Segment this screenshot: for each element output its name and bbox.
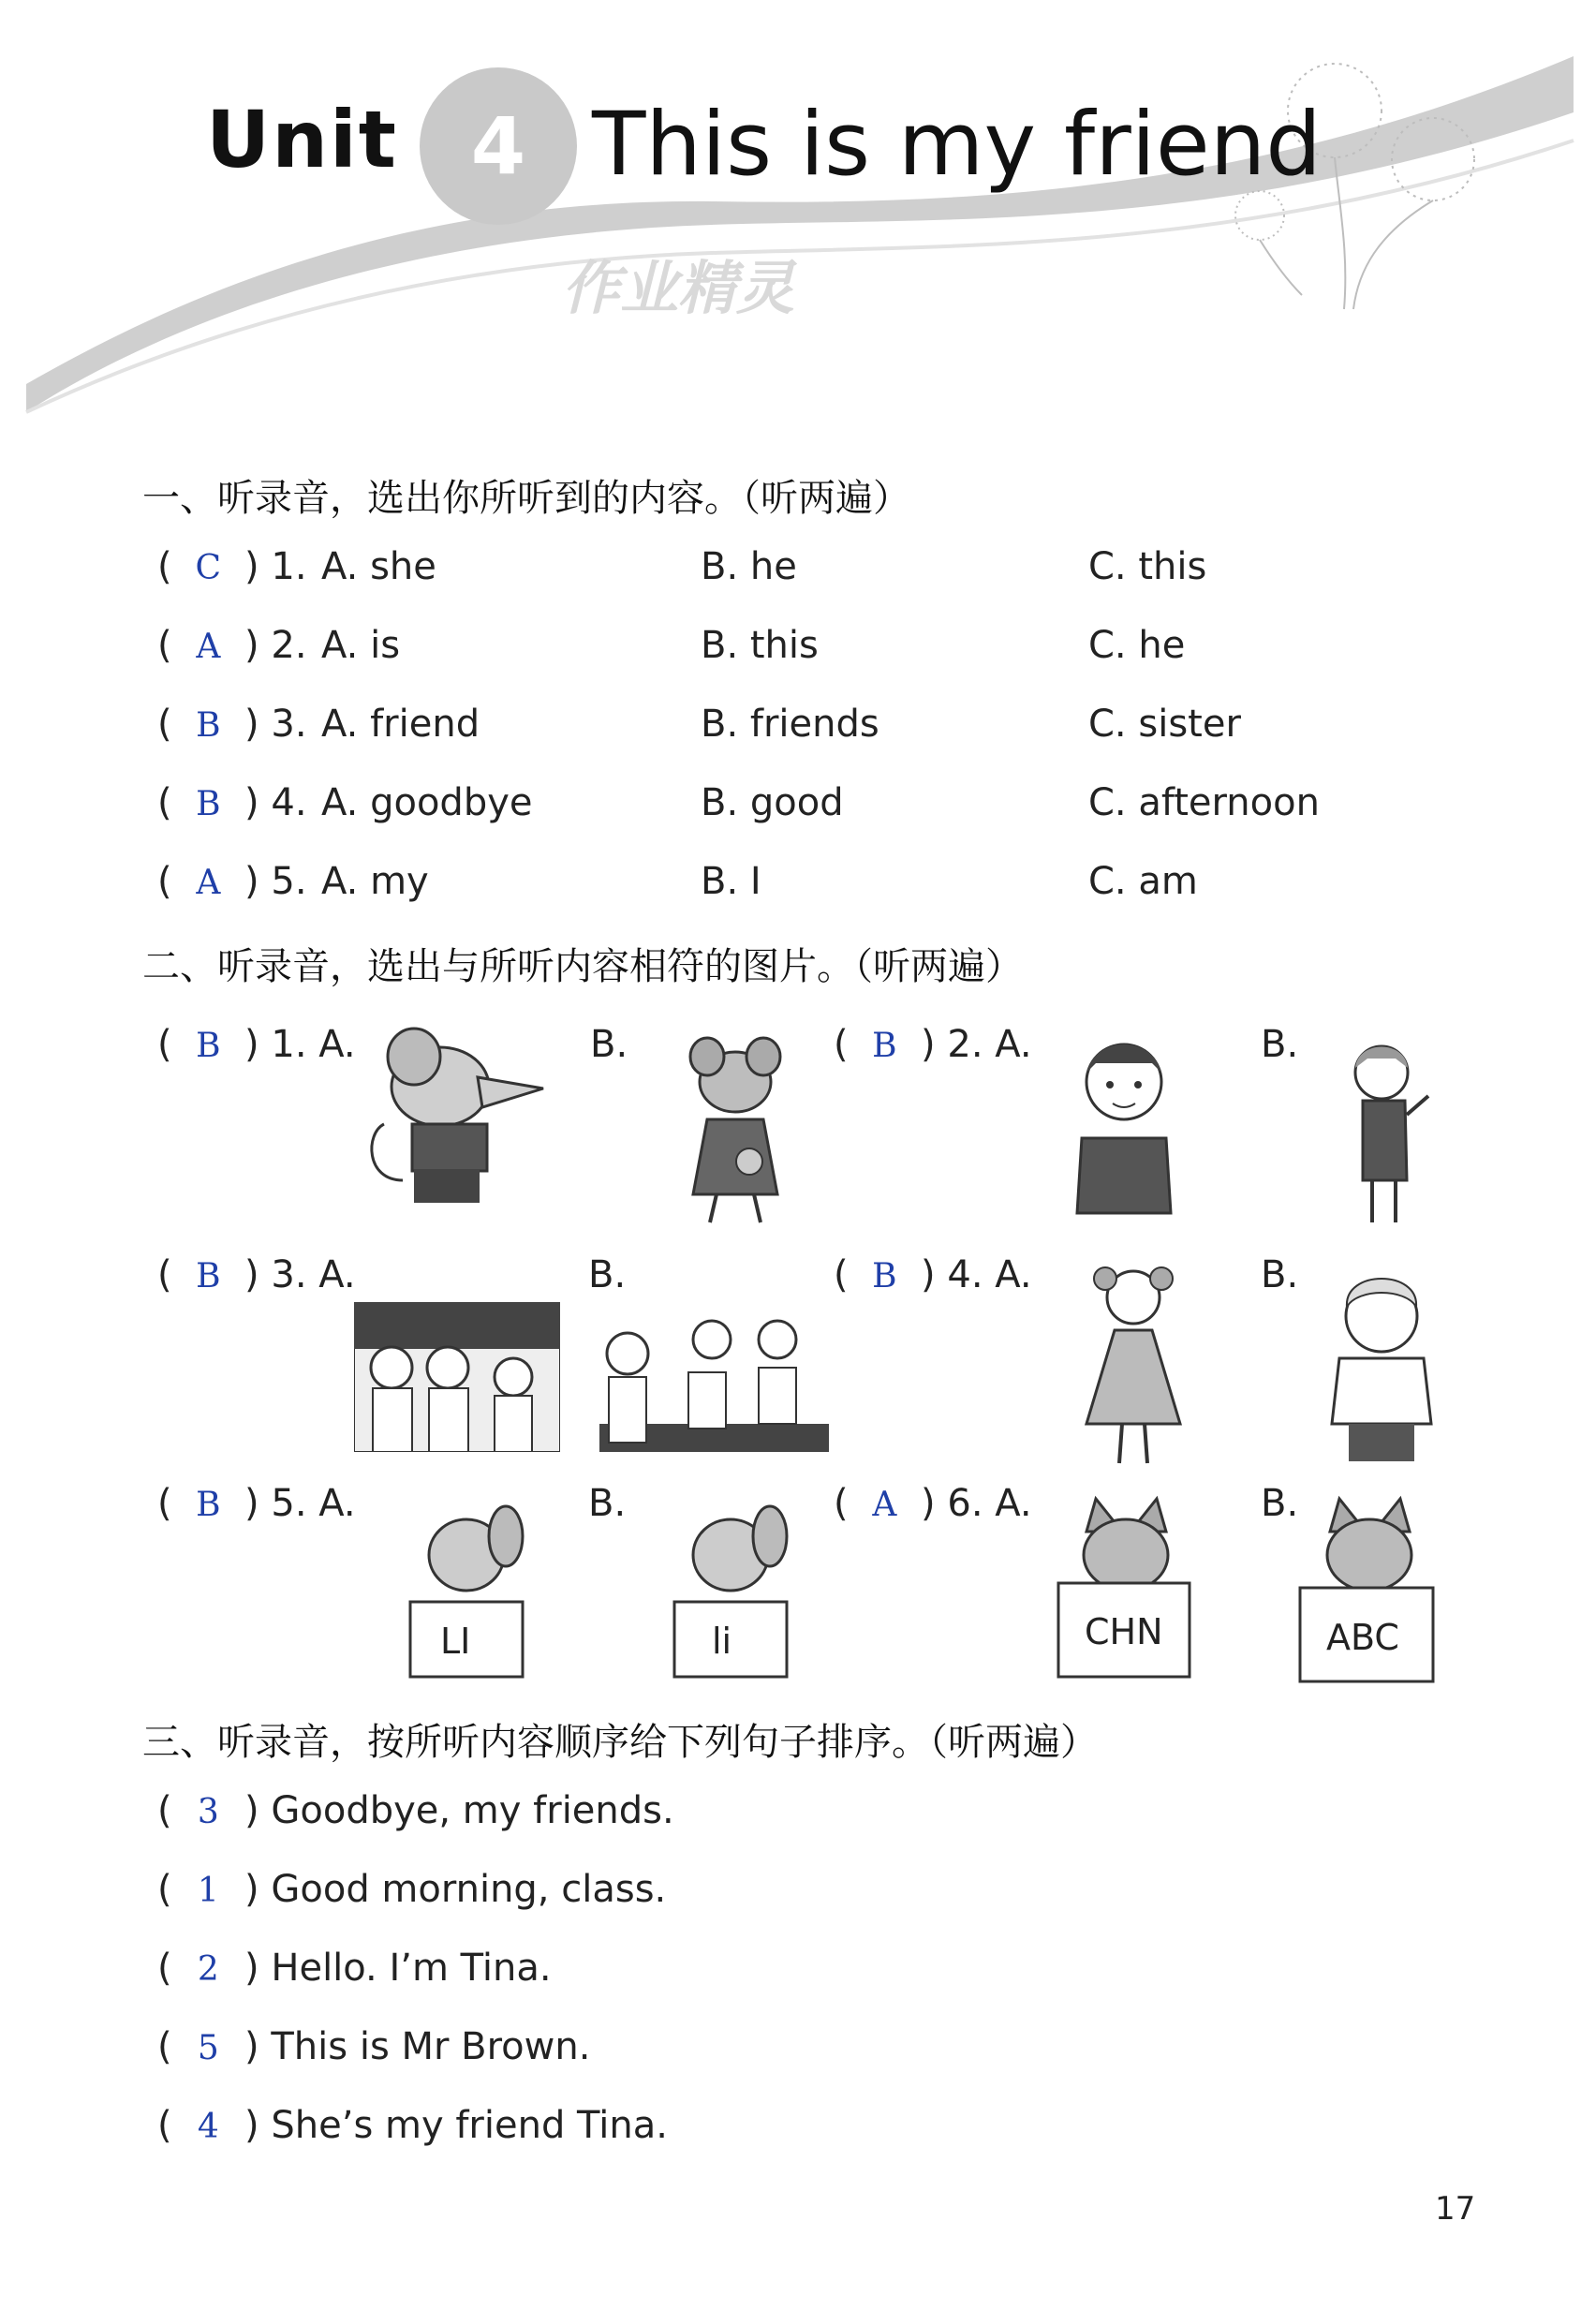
answer-text: B — [196, 1486, 221, 1524]
answer-blank: ( B ) 5. A. — [157, 1482, 356, 1525]
option-b-label: B. — [590, 1023, 628, 1066]
answer-blank: ( A ) 6. A. — [834, 1482, 1032, 1525]
answer-blank: ( B ) 4. — [157, 781, 307, 824]
option-b: B. I — [701, 860, 761, 903]
answer-blank: ( B ) 1. A. — [157, 1023, 356, 1066]
sign-text: li — [712, 1621, 732, 1662]
list-item: ( 3 ) Goodbye, my friends. — [157, 1789, 674, 1832]
sign-text: CHN — [1085, 1611, 1163, 1652]
watermark: 作业精灵 — [562, 254, 795, 322]
answer-blank: ( A ) 2. — [157, 624, 307, 667]
answer-text: 4 — [197, 2108, 219, 2146]
answer-blank: ( A ) 5. — [157, 860, 307, 903]
sign-text: ABC — [1326, 1617, 1399, 1658]
sentence-text: She’s my friend Tina. — [271, 2104, 668, 2147]
option-a: A. she — [321, 545, 436, 588]
option-a: A. my — [321, 860, 429, 903]
option-b-label: B. — [1261, 1253, 1299, 1296]
page-number: 17 — [1435, 2190, 1476, 2228]
answer-text: C — [195, 549, 222, 587]
section2-heading: 二、听录音，选出与所听内容相符的图片。（听两遍） — [142, 945, 1023, 988]
answer-text: B — [196, 785, 221, 823]
section3-heading: 三、听录音，按所听内容顺序给下列句子排序。（听两遍） — [142, 1721, 1098, 1764]
answer-text: A — [872, 1486, 897, 1524]
answer-text: 1 — [197, 1872, 219, 1910]
sentence-text: Hello. I’m Tina. — [271, 1947, 552, 1990]
sentence-text: Goodbye, my friends. — [271, 1789, 674, 1832]
answer-text: A — [196, 628, 221, 666]
answer-blank: ( B ) 3. A. — [157, 1253, 356, 1296]
answer-text: B — [872, 1027, 897, 1065]
option-c: C. sister — [1088, 703, 1241, 746]
section1-heading: 一、听录音，选出你所听到的内容。（听两遍） — [142, 477, 910, 520]
answer-text: B — [196, 706, 221, 745]
answer-blank: ( B ) 2. A. — [834, 1023, 1032, 1066]
students-holding-cards-picture — [599, 1302, 829, 1452]
option-a: A. goodbye — [321, 781, 533, 824]
option-a: A. friend — [321, 703, 480, 746]
option-b: B. friends — [701, 703, 879, 746]
option-c: C. am — [1088, 860, 1198, 903]
unit-title: This is my friend — [592, 94, 1322, 196]
sentence-text: Good morning, class. — [271, 1868, 667, 1911]
answer-blank: ( B ) 4. A. — [834, 1253, 1032, 1296]
list-item: ( 4 ) She’s my friend Tina. — [157, 2104, 668, 2147]
list-item: ( 5 ) This is Mr Brown. — [157, 2025, 591, 2068]
answer-text: A — [196, 864, 221, 902]
sentence-text: This is Mr Brown. — [271, 2025, 591, 2068]
option-b-label: B. — [588, 1253, 627, 1296]
girl-in-dress-picture — [1077, 1255, 1190, 1471]
answer-text: B — [196, 1257, 221, 1296]
answer-blank: ( C ) 1. — [157, 545, 307, 588]
option-b: B. good — [701, 781, 844, 824]
cat-sign-picture — [1049, 1494, 1199, 1681]
answer-text: 5 — [197, 2029, 219, 2067]
answer-text: 3 — [197, 1793, 219, 1831]
girl-picture — [1330, 1030, 1442, 1227]
option-c: C. he — [1088, 624, 1186, 667]
answer-text: 2 — [197, 1950, 219, 1989]
classroom-greeting-picture — [354, 1302, 560, 1452]
option-c: C. afternoon — [1088, 781, 1320, 824]
answer-blank: ( B ) 3. — [157, 703, 307, 746]
unit-number-badge: 4 — [420, 67, 577, 225]
list-item: ( 2 ) Hello. I’m Tina. — [157, 1947, 552, 1990]
boy-picture — [1068, 1030, 1180, 1218]
option-c: C. this — [1088, 545, 1207, 588]
option-a: A. is — [321, 624, 401, 667]
option-b: B. this — [701, 624, 819, 667]
option-b: B. he — [701, 545, 797, 588]
sign-text: LI — [440, 1621, 471, 1662]
option-b-label: B. — [1261, 1023, 1299, 1066]
option-b-label: B. — [588, 1482, 627, 1525]
answer-text: B — [872, 1257, 897, 1296]
header-banner — [0, 0, 1596, 431]
curly-hair-boy-picture — [1321, 1265, 1442, 1466]
option-b-label: B. — [1261, 1482, 1299, 1525]
answer-text: B — [196, 1027, 221, 1065]
unit-label: Unit — [206, 94, 398, 185]
list-item: ( 1 ) Good morning, class. — [157, 1868, 667, 1911]
mouse-boy-picture — [356, 1021, 562, 1218]
mouse-girl-picture — [656, 1030, 815, 1227]
